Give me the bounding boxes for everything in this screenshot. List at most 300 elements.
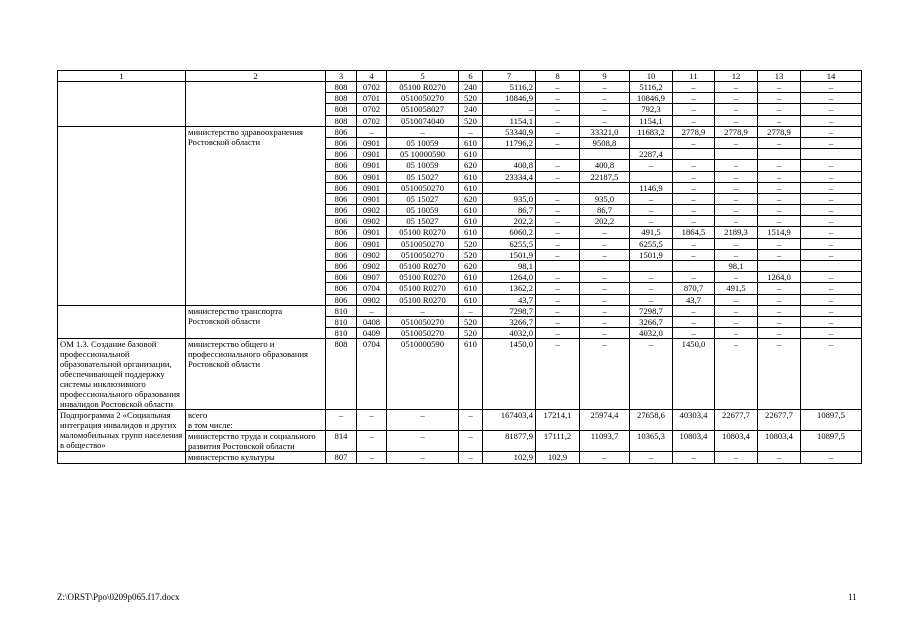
value-cell: [580, 410, 630, 431]
value-cell: [326, 149, 357, 160]
cell-text: 3266,7: [509, 316, 533, 327]
cell-text: –: [691, 82, 696, 92]
cell-text: –: [528, 104, 533, 115]
cell-text: 1264,0: [767, 272, 791, 283]
value-cell: [715, 126, 758, 137]
column-header: [459, 71, 483, 82]
value-cell: [673, 137, 715, 148]
value-cell: [536, 126, 580, 137]
cell-text: 808: [334, 115, 348, 126]
value-cell: [483, 193, 536, 204]
value-cell: [758, 452, 801, 463]
value-cell: [673, 305, 715, 316]
cell-text: –: [369, 452, 374, 463]
value-cell: [630, 431, 673, 452]
value-cell: [673, 249, 715, 260]
cell-text: –: [776, 339, 782, 350]
value-cell: [387, 149, 459, 160]
cell-text: 40303,4: [679, 410, 708, 421]
cell-text: 05100 R0270: [399, 294, 446, 305]
value-cell: [715, 294, 758, 305]
value-cell: [459, 93, 483, 104]
value-cell: [801, 104, 862, 115]
cell-text: –: [733, 182, 739, 193]
value-cell: [580, 339, 630, 410]
column-header: [715, 71, 758, 82]
cell-text: 11093,7: [590, 431, 619, 442]
cell-text: 806: [334, 137, 348, 148]
cell-text: –: [648, 339, 654, 350]
cell-text: –: [555, 328, 560, 339]
cell-text: –: [691, 205, 696, 216]
cell-text: 10803,4: [722, 431, 750, 442]
table-row: [58, 452, 862, 463]
value-cell: [357, 205, 387, 216]
cell-text: 0901: [362, 171, 381, 182]
value-cell: [801, 216, 862, 227]
executor-labor: [186, 431, 326, 452]
value-cell: [715, 93, 758, 104]
value-cell: [357, 452, 387, 463]
cell-text: 3266,7: [639, 316, 663, 327]
cell-text: 806: [334, 182, 348, 193]
cell-text: 5116,2: [509, 82, 533, 92]
cell-text: –: [648, 294, 654, 305]
value-cell: [630, 171, 673, 182]
cell-text: –: [555, 104, 560, 115]
cell-text: 167403,4: [500, 410, 533, 421]
value-cell: [715, 149, 758, 160]
cell-text: 0409: [362, 328, 381, 339]
cell-text: –: [828, 137, 834, 148]
cell-text: 0902: [362, 205, 381, 216]
cell-text: 807: [334, 452, 348, 463]
value-cell: [758, 339, 801, 410]
cell-text: 792,3: [641, 104, 661, 115]
cell-text: –: [828, 160, 834, 171]
value-cell: [673, 316, 715, 327]
cell-text: –: [691, 452, 696, 463]
cell-text: 6255,5: [509, 238, 533, 249]
value-cell: [673, 238, 715, 249]
cell-text: 808: [334, 104, 348, 115]
cell-text: 9: [602, 71, 607, 81]
value-cell: [580, 171, 630, 182]
cell-text: Подпрограмма 2 «Социальная интеграция инвалидов и других маломобильных групп населения в общество»: [60, 410, 183, 451]
cell-text: –: [733, 452, 739, 463]
value-cell: [536, 149, 580, 160]
value-cell: [387, 249, 459, 260]
cell-text: 4032,0: [509, 328, 533, 339]
value-cell: [536, 249, 580, 260]
value-cell: [758, 261, 801, 272]
budget-table: [57, 70, 862, 464]
cell-text: 1864,5: [681, 227, 706, 238]
cell-text: –: [691, 137, 696, 148]
value-cell: [673, 452, 715, 463]
cell-text: 202,2: [594, 216, 615, 227]
cell-text: 806: [334, 216, 348, 227]
value-cell: [715, 339, 758, 410]
cell-text: –: [555, 272, 560, 283]
page-number: 11: [848, 592, 857, 602]
subprogram-2-title: [58, 410, 186, 452]
value-cell: [459, 160, 483, 171]
cell-text: –: [691, 272, 696, 283]
value-cell: [357, 261, 387, 272]
value-cell: [580, 160, 630, 171]
cell-text: 4032,0: [639, 328, 663, 339]
cell-text: 6: [468, 71, 473, 81]
value-cell: [459, 272, 483, 283]
value-cell: [459, 339, 483, 410]
value-cell: [580, 216, 630, 227]
cell-text: 10846,9: [637, 93, 665, 104]
cell-text: 05100 R0270: [399, 82, 446, 92]
cell-text: –: [733, 104, 739, 115]
value-cell: [326, 410, 357, 431]
cell-text: –: [691, 115, 696, 126]
header-row: [58, 71, 862, 82]
value-cell: [483, 104, 536, 115]
cell-text: 1: [119, 71, 124, 81]
cell-text: –: [733, 115, 739, 126]
value-cell: [357, 193, 387, 204]
value-cell: [536, 115, 580, 126]
cell-text: –: [828, 305, 834, 316]
cell-text: 33321,0: [590, 126, 619, 137]
cell-text: 05 15027: [406, 216, 439, 227]
value-cell: [630, 283, 673, 294]
value-cell: [580, 294, 630, 305]
value-cell: [536, 205, 580, 216]
value-cell: [459, 149, 483, 160]
value-cell: [459, 305, 483, 316]
cell-text: –: [555, 115, 560, 126]
cell-text: 10: [646, 71, 656, 81]
cell-text: 240: [464, 82, 477, 92]
value-cell: [758, 137, 801, 148]
cell-text: 610: [464, 149, 477, 160]
cell-text: 10897,5: [817, 431, 845, 442]
value-cell: [673, 272, 715, 283]
value-cell: [758, 205, 801, 216]
value-cell: [801, 227, 862, 238]
value-cell: [357, 410, 387, 431]
value-cell: [758, 93, 801, 104]
cell-text: 22677,7: [765, 410, 793, 421]
cell-text: –: [776, 193, 782, 204]
table-row: [58, 410, 862, 431]
value-cell: [630, 249, 673, 260]
value-cell: [801, 137, 862, 148]
cell-text: 806: [334, 261, 348, 271]
value-cell: [357, 171, 387, 182]
value-cell: [387, 283, 459, 294]
value-cell: [357, 227, 387, 238]
value-cell: [673, 182, 715, 193]
column-header: [58, 71, 186, 82]
value-cell: [630, 328, 673, 339]
table-row: [58, 339, 862, 410]
value-cell: [326, 452, 357, 463]
cell-text: министерство здравоохранения Ростовской области: [188, 126, 304, 147]
cell-text: –: [691, 171, 696, 182]
cell-text: –: [555, 283, 560, 294]
value-cell: [459, 261, 483, 272]
cell-text: 43,7: [517, 294, 533, 305]
cell-text: 806: [334, 205, 348, 216]
value-cell: [387, 410, 459, 431]
cell-text: –: [369, 305, 374, 316]
cell-text: 810: [334, 316, 348, 327]
cell-text: –: [691, 316, 696, 327]
value-cell: [580, 115, 630, 126]
cell-text: –: [691, 328, 696, 339]
value-cell: [459, 410, 483, 431]
column-header: [387, 71, 459, 82]
cell-text: 935,0: [513, 193, 533, 204]
value-cell: [801, 261, 862, 272]
cell-text: 520: [464, 316, 477, 327]
value-cell: [357, 305, 387, 316]
cell-text: 2: [253, 71, 258, 81]
cell-text: 520: [464, 328, 477, 339]
cell-text: 1264,0: [509, 272, 533, 283]
cell-text: 7298,7: [639, 305, 663, 316]
value-cell: [326, 93, 357, 104]
cell-text: ОМ 1.3. Создание базовой профессиональной образовательной организации, обеспечивающей поддержку системы инклюзивного профессионального образования инвалидов Ростовской области: [60, 339, 180, 410]
cell-text: 10803,4: [765, 431, 793, 442]
value-cell: [459, 205, 483, 216]
executor-culture: [186, 452, 326, 463]
value-cell: [580, 93, 630, 104]
value-cell: [459, 294, 483, 305]
value-cell: [357, 272, 387, 283]
cell-text: 05 10059: [406, 205, 439, 216]
cell-text: –: [733, 216, 739, 227]
value-cell: [326, 193, 357, 204]
value-cell: [673, 82, 715, 93]
value-cell: [758, 328, 801, 339]
cell-text: 0902: [362, 216, 381, 227]
cell-text: –: [468, 410, 473, 421]
value-cell: [459, 216, 483, 227]
value-cell: [801, 182, 862, 193]
value-cell: [483, 126, 536, 137]
value-cell: [387, 205, 459, 216]
cell-text: 202,2: [513, 216, 533, 227]
value-cell: [483, 272, 536, 283]
value-cell: [630, 294, 673, 305]
cell-text: 610: [464, 294, 477, 305]
cell-text: –: [828, 283, 834, 294]
value-cell: [580, 182, 630, 193]
cell-text: 23334,4: [505, 171, 533, 182]
value-cell: [630, 205, 673, 216]
column-header: [326, 71, 357, 82]
cell-text: –: [733, 93, 739, 104]
cell-text: –: [648, 283, 654, 294]
value-cell: [326, 305, 357, 316]
value-cell: [630, 227, 673, 238]
value-cell: [387, 193, 459, 204]
cell-text: –: [691, 193, 696, 204]
cell-text: 05 10059: [406, 137, 439, 148]
cell-text: –: [776, 283, 782, 294]
cell-text: –: [468, 431, 473, 442]
value-cell: [630, 272, 673, 283]
value-cell: [580, 82, 630, 93]
value-cell: [387, 182, 459, 193]
value-cell: [357, 137, 387, 148]
value-cell: [673, 216, 715, 227]
cell-text: –: [733, 305, 739, 316]
value-cell: [801, 283, 862, 294]
cell-text: 808: [334, 339, 348, 350]
cell-text: –: [338, 410, 344, 421]
cell-text: –: [776, 160, 782, 171]
cell-text: –: [776, 294, 782, 305]
value-cell: [536, 294, 580, 305]
value-cell: [387, 431, 459, 452]
value-cell: [630, 261, 673, 272]
cell-text: –: [555, 339, 560, 350]
value-cell: [715, 205, 758, 216]
value-cell: [673, 294, 715, 305]
value-cell: [326, 205, 357, 216]
cell-text: 17214,1: [543, 410, 572, 421]
value-cell: [459, 193, 483, 204]
cell-text: –: [828, 182, 834, 193]
value-cell: [673, 339, 715, 410]
value-cell: [536, 431, 580, 452]
footer-file-path: Z:\ORST\Ppo\0209p065.f17.docx: [57, 592, 180, 602]
value-cell: [326, 294, 357, 305]
value-cell: [536, 305, 580, 316]
cell-text: –: [776, 171, 782, 182]
cell-text: –: [602, 93, 607, 104]
value-cell: [483, 115, 536, 126]
column-header: [580, 71, 630, 82]
cell-text: –: [733, 82, 739, 92]
cell-text: –: [828, 238, 834, 249]
cell-text: 22677,7: [722, 410, 750, 421]
total-label: всего: [188, 410, 208, 421]
cell-text: 11796,2: [505, 137, 533, 148]
value-cell: [326, 431, 357, 452]
value-cell: [387, 171, 459, 182]
value-cell: [483, 82, 536, 93]
cell-text: 935,0: [594, 193, 615, 204]
value-cell: [673, 149, 715, 160]
cell-text: –: [828, 126, 834, 137]
value-cell: [357, 339, 387, 410]
value-cell: [715, 272, 758, 283]
value-cell: [801, 431, 862, 452]
cell-text: 1146,9: [639, 182, 663, 193]
cell-text: –: [733, 205, 739, 216]
cell-text: 0702: [362, 115, 381, 126]
cell-text: 14: [826, 71, 836, 81]
cell-text: 620: [464, 261, 477, 271]
value-cell: [673, 431, 715, 452]
cell-text: 05100 R0270: [399, 227, 446, 238]
cell-text: –: [420, 431, 425, 442]
value-cell: [630, 193, 673, 204]
cell-text: –: [776, 182, 782, 193]
table-row: [58, 305, 862, 316]
cell-text: –: [420, 126, 425, 137]
cell-text: –: [691, 93, 696, 104]
value-cell: [326, 171, 357, 182]
cell-text: 1362,2: [509, 283, 533, 294]
cell-text: 2287,4: [639, 149, 663, 160]
cell-text: –: [733, 339, 739, 350]
value-cell: [357, 238, 387, 249]
value-cell: [483, 261, 536, 272]
value-cell: [673, 261, 715, 272]
cell-text: –: [369, 410, 374, 421]
value-cell: [801, 316, 862, 327]
value-cell: [801, 249, 862, 260]
value-cell: [801, 410, 862, 431]
cell-text: 10846,9: [505, 93, 533, 104]
value-cell: [536, 93, 580, 104]
value-cell: [536, 137, 580, 148]
cell-text: 05 10000590: [399, 149, 446, 160]
cell-text: 5116,2: [639, 82, 663, 92]
cell-text: 491,5: [726, 283, 746, 294]
cell-text: 05100 R0270: [399, 283, 446, 294]
value-cell: [758, 126, 801, 137]
cell-text: 0704: [362, 283, 381, 294]
cell-text: 610: [464, 216, 477, 227]
value-cell: [357, 294, 387, 305]
cell-text: –: [828, 93, 834, 104]
value-cell: [715, 137, 758, 148]
cell-text: –: [776, 104, 782, 115]
cell-text: –: [733, 328, 739, 339]
value-cell: [326, 126, 357, 137]
value-cell: [483, 93, 536, 104]
value-cell: [758, 249, 801, 260]
value-cell: [387, 238, 459, 249]
cell-text: 10365,3: [637, 431, 665, 442]
value-cell: [673, 193, 715, 204]
value-cell: [801, 272, 862, 283]
value-cell: [483, 452, 536, 463]
value-cell: [459, 182, 483, 193]
column-header: [357, 71, 387, 82]
cell-text: –: [828, 82, 834, 92]
value-cell: [715, 171, 758, 182]
value-cell: [580, 104, 630, 115]
value-cell: [459, 283, 483, 294]
value-cell: [459, 249, 483, 260]
cell-text: 806: [334, 126, 348, 137]
cell-text: 806: [334, 160, 348, 171]
value-cell: [580, 238, 630, 249]
cell-text: –: [828, 205, 834, 216]
cell-text: –: [555, 137, 560, 148]
cell-text: 0901: [362, 137, 381, 148]
cell-text: 1450,0: [681, 339, 706, 350]
value-cell: [357, 149, 387, 160]
cell-text: –: [776, 216, 782, 227]
value-cell: [580, 305, 630, 316]
cell-text: –: [555, 126, 560, 137]
